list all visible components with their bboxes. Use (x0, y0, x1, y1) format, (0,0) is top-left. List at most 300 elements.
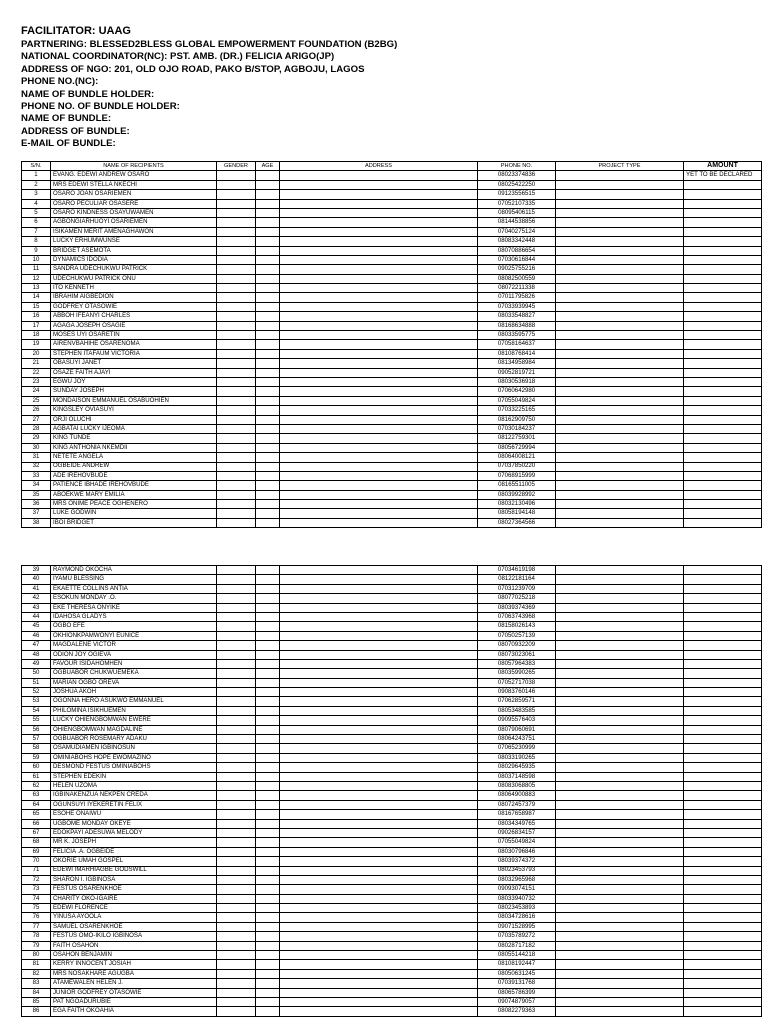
row-phone: 08033548827 (478, 312, 556, 321)
row-sn: 17 (22, 321, 51, 330)
row-amount (684, 603, 762, 612)
row-amount (684, 396, 762, 405)
table-row (22, 500, 762, 509)
table-row (22, 951, 762, 960)
row-project-type (556, 180, 684, 189)
row-project-type (556, 612, 684, 621)
table-row (22, 518, 762, 527)
row-sn: 29 (22, 434, 51, 443)
row-project-type (556, 706, 684, 715)
row-phone: 09123556515 (478, 190, 556, 199)
row-project-type (556, 979, 684, 988)
row-age (256, 302, 280, 311)
bundle-address-line: ADDRESS OF BUNDLE: (21, 125, 130, 137)
row-name: EDOKPAYI ADESUWA MELODY (51, 828, 217, 837)
row-name: KING ANTHONIA NKEMDII (51, 443, 217, 452)
row-phone: 07033939945 (478, 302, 556, 311)
row-sn: 84 (22, 988, 51, 997)
row-phone: 07068915999 (478, 471, 556, 480)
row-amount (684, 199, 762, 208)
row-phone: 08039928992 (478, 490, 556, 499)
row-address (280, 443, 478, 452)
row-age (256, 988, 280, 997)
row-phone: 09052819721 (478, 368, 556, 377)
row-address (280, 199, 478, 208)
table-row (22, 190, 762, 199)
row-phone: 08056729994 (478, 443, 556, 452)
row-address (280, 772, 478, 781)
row-project-type (556, 904, 684, 913)
row-name: KING TUNDE (51, 434, 217, 443)
row-address (280, 171, 478, 180)
row-phone: 07031239709 (478, 584, 556, 593)
row-phone: 08073023061 (478, 650, 556, 659)
row-phone: 07052107335 (478, 199, 556, 208)
row-phone: 08027364566 (478, 518, 556, 527)
row-phone: 08077025218 (478, 594, 556, 603)
table-row (22, 622, 762, 631)
row-sn: 30 (22, 443, 51, 452)
row-name: ITO KENNETH (51, 284, 217, 293)
row-project-type (556, 518, 684, 527)
table-row (22, 706, 762, 715)
row-name: OSAZE FAITH AJAYI (51, 368, 217, 377)
row-gender (217, 631, 256, 640)
row-amount (684, 471, 762, 480)
row-age (256, 434, 280, 443)
row-sn: 38 (22, 518, 51, 527)
row-age (256, 349, 280, 358)
row-name: IBOI BRIDGET (51, 518, 217, 527)
row-phone: 09074879057 (478, 997, 556, 1006)
row-project-type (556, 781, 684, 790)
row-phone: 08025422250 (478, 180, 556, 189)
row-project-type (556, 584, 684, 593)
row-address (280, 208, 478, 217)
row-name: ATAMEWALEN HELEN J. (51, 979, 217, 988)
row-address (280, 716, 478, 725)
row-gender (217, 819, 256, 828)
row-amount: YET TO BE DECLARED (684, 171, 762, 180)
row-name: EKE THERESA ONYIKE (51, 603, 217, 612)
table-row (22, 659, 762, 668)
row-amount (684, 518, 762, 527)
row-age (256, 340, 280, 349)
row-address (280, 218, 478, 227)
row-gender (217, 387, 256, 396)
row-amount (684, 218, 762, 227)
table-row (22, 481, 762, 490)
row-phone: 07037850220 (478, 462, 556, 471)
row-age (256, 904, 280, 913)
row-sn: 7 (22, 227, 51, 236)
row-amount (684, 208, 762, 217)
row-sn: 68 (22, 838, 51, 847)
row-name: DESMOND FESTUS OMINIABOHS (51, 763, 217, 772)
row-gender (217, 434, 256, 443)
row-sn: 47 (22, 641, 51, 650)
row-sn: 80 (22, 951, 51, 960)
row-amount (684, 791, 762, 800)
row-amount (684, 979, 762, 988)
table-row (22, 566, 762, 575)
row-gender (217, 406, 256, 415)
row-address (280, 387, 478, 396)
row-sn: 27 (22, 415, 51, 424)
row-address (280, 406, 478, 415)
row-address (280, 650, 478, 659)
row-amount (684, 650, 762, 659)
row-sn: 59 (22, 753, 51, 762)
row-name: FESTUS OMO-IKILO IGBINOSA (51, 932, 217, 941)
row-name: RAYMOND OKOCHA (51, 566, 217, 575)
row-age (256, 791, 280, 800)
row-name: STEPHEN EDEKIN (51, 772, 217, 781)
row-gender (217, 218, 256, 227)
row-gender (217, 227, 256, 236)
row-project-type (556, 772, 684, 781)
row-gender (217, 800, 256, 809)
row-project-type (556, 265, 684, 274)
row-sn: 26 (22, 406, 51, 415)
table-row (22, 302, 762, 311)
row-phone: 08122181164 (478, 575, 556, 584)
row-name: ORJI OLUCHI (51, 415, 217, 424)
row-phone: 08030536918 (478, 377, 556, 386)
row-sn: 10 (22, 255, 51, 264)
row-project-type (556, 678, 684, 687)
row-address (280, 612, 478, 621)
row-project-type (556, 246, 684, 255)
row-amount (684, 406, 762, 415)
row-name: OGONNA HERO ASUKWO EMMANUEL (51, 697, 217, 706)
row-sn: 65 (22, 810, 51, 819)
row-name: UGBOME MONDAY OKEYE (51, 819, 217, 828)
row-age (256, 763, 280, 772)
row-project-type (556, 208, 684, 217)
row-project-type (556, 312, 684, 321)
table-row (22, 969, 762, 978)
row-gender (217, 462, 256, 471)
row-amount (684, 349, 762, 358)
row-phone: 08039374372 (478, 857, 556, 866)
row-age (256, 781, 280, 790)
row-phone: 08032130496 (478, 500, 556, 509)
row-amount (684, 246, 762, 255)
row-phone: 08144538856 (478, 218, 556, 227)
row-age (256, 481, 280, 490)
row-name: OGBUABOR CHUKWUEMEKA (51, 669, 217, 678)
row-age (256, 190, 280, 199)
row-address (280, 960, 478, 969)
row-amount (684, 284, 762, 293)
row-phone: 08055144218 (478, 951, 556, 960)
row-gender (217, 641, 256, 650)
row-address (280, 941, 478, 950)
table-row (22, 406, 762, 415)
row-name: LUCKY OHIENGBOMWAN EWERE (51, 716, 217, 725)
row-project-type (556, 1007, 684, 1016)
table-row (22, 875, 762, 884)
row-sn: 46 (22, 631, 51, 640)
table-row (22, 725, 762, 734)
table-row (22, 434, 762, 443)
row-name: MRS ONIME PEACE OGHENERO (51, 500, 217, 509)
row-sn: 81 (22, 960, 51, 969)
row-age (256, 171, 280, 180)
row-name: HELEN UZOMA (51, 781, 217, 790)
row-gender (217, 199, 256, 208)
row-project-type (556, 753, 684, 762)
col-age: AGE (256, 162, 280, 171)
row-sn: 86 (22, 1007, 51, 1016)
row-age (256, 913, 280, 922)
row-project-type (556, 255, 684, 264)
row-amount (684, 847, 762, 856)
row-project-type (556, 669, 684, 678)
row-address (280, 255, 478, 264)
row-age (256, 875, 280, 884)
table-row (22, 274, 762, 283)
row-project-type (556, 716, 684, 725)
row-project-type (556, 791, 684, 800)
row-amount (684, 237, 762, 246)
row-phone: 08167658987 (478, 810, 556, 819)
table-row (22, 641, 762, 650)
row-address (280, 904, 478, 913)
row-name: MARIAN OGBO OREVA (51, 678, 217, 687)
row-sn: 40 (22, 575, 51, 584)
row-project-type (556, 199, 684, 208)
table-row (22, 368, 762, 377)
table-row (22, 857, 762, 866)
table-row (22, 415, 762, 424)
row-age (256, 453, 280, 462)
row-gender (217, 659, 256, 668)
row-name: MOSES UYI OSARETIN (51, 331, 217, 340)
row-address (280, 894, 478, 903)
row-gender (217, 744, 256, 753)
row-phone: 09071528995 (478, 922, 556, 931)
col-amount: AMOUNT (684, 162, 762, 171)
bundle-name-line: NAME OF BUNDLE: (21, 113, 112, 125)
row-amount (684, 481, 762, 490)
table-row (22, 246, 762, 255)
row-gender (217, 237, 256, 246)
table-row (22, 603, 762, 612)
row-project-type (556, 631, 684, 640)
row-age (256, 622, 280, 631)
row-gender (217, 265, 256, 274)
row-phone: 08165511005 (478, 481, 556, 490)
row-project-type (556, 659, 684, 668)
row-phone: 08082279363 (478, 1007, 556, 1016)
row-address (280, 791, 478, 800)
row-project-type (556, 462, 684, 471)
row-sn: 67 (22, 828, 51, 837)
row-address (280, 622, 478, 631)
row-gender (217, 781, 256, 790)
row-amount (684, 274, 762, 283)
row-phone: 08082500559 (478, 274, 556, 283)
row-address (280, 500, 478, 509)
row-amount (684, 969, 762, 978)
table-row (22, 208, 762, 217)
table-row (22, 697, 762, 706)
row-project-type (556, 941, 684, 950)
row-sn: 39 (22, 566, 51, 575)
row-project-type (556, 566, 684, 575)
row-project-type (556, 237, 684, 246)
row-amount (684, 960, 762, 969)
row-address (280, 490, 478, 499)
row-address (280, 584, 478, 593)
row-gender (217, 500, 256, 509)
table-row (22, 471, 762, 480)
row-project-type (556, 377, 684, 386)
row-sn: 62 (22, 781, 51, 790)
table-row (22, 1007, 762, 1016)
row-project-type (556, 406, 684, 415)
row-amount (684, 1007, 762, 1016)
table-row (22, 171, 762, 180)
table-row (22, 575, 762, 584)
row-project-type (556, 932, 684, 941)
row-address (280, 340, 478, 349)
row-project-type (556, 838, 684, 847)
row-name: ESOHE ONAIWU (51, 810, 217, 819)
row-sn: 18 (22, 331, 51, 340)
partnering-line: PARTNERING: BLESSED2BLESS GLOBAL EMPOWERMENT FOUNDATION (B2BG) (21, 39, 398, 50)
row-name: OSARO PECULIAR OSASERE (51, 199, 217, 208)
row-gender (217, 171, 256, 180)
row-project-type (556, 969, 684, 978)
row-sn: 45 (22, 622, 51, 631)
row-phone: 08033595775 (478, 331, 556, 340)
row-project-type (556, 988, 684, 997)
row-gender (217, 566, 256, 575)
row-sn: 31 (22, 453, 51, 462)
row-sn: 2 (22, 180, 51, 189)
row-age (256, 415, 280, 424)
col-name: NAME OF RECIPIENTS (51, 162, 217, 171)
row-age (256, 180, 280, 189)
row-name: FAVOUR ISIDAHOMHEN (51, 659, 217, 668)
row-gender (217, 828, 256, 837)
row-phone: 08034349765 (478, 819, 556, 828)
row-project-type (556, 331, 684, 340)
row-name: ABBOH IFEANYI CHARLES (51, 312, 217, 321)
table-row (22, 265, 762, 274)
row-name: UDECHUKWU PATRICK ONU (51, 274, 217, 283)
row-name: ABOEKWE MARY EMILIA (51, 490, 217, 499)
row-project-type (556, 819, 684, 828)
row-gender (217, 331, 256, 340)
row-name: YINUSA AYOOLA (51, 913, 217, 922)
table-row (22, 904, 762, 913)
row-amount (684, 265, 762, 274)
row-phone: 07060642980 (478, 387, 556, 396)
row-amount (684, 866, 762, 875)
table-row (22, 988, 762, 997)
row-project-type (556, 847, 684, 856)
row-age (256, 612, 280, 621)
row-name: OSARO JOAN OSARIEMEN (51, 190, 217, 199)
row-age (256, 218, 280, 227)
table-row (22, 800, 762, 809)
row-phone: 08057964383 (478, 659, 556, 668)
row-gender (217, 490, 256, 499)
row-gender (217, 180, 256, 189)
row-name: OSARO KINDNESS OSAYUWAMEN (51, 208, 217, 217)
row-name: LUKE GODWIN (51, 509, 217, 518)
row-address (280, 857, 478, 866)
row-phone: 07050257139 (478, 631, 556, 640)
row-gender (217, 622, 256, 631)
recipients-body-2 (22, 566, 762, 1017)
row-amount (684, 612, 762, 621)
row-sn: 23 (22, 377, 51, 386)
row-age (256, 951, 280, 960)
row-project-type (556, 866, 684, 875)
row-gender (217, 688, 256, 697)
row-age (256, 490, 280, 499)
row-gender (217, 922, 256, 931)
row-amount (684, 340, 762, 349)
row-amount (684, 763, 762, 772)
row-age (256, 518, 280, 527)
table-row (22, 772, 762, 781)
row-gender (217, 274, 256, 283)
row-gender (217, 894, 256, 903)
row-age (256, 838, 280, 847)
row-amount (684, 321, 762, 330)
row-gender (217, 284, 256, 293)
row-name: EKAETTE COLLINS ANTIA (51, 584, 217, 593)
row-phone: 07030616844 (478, 255, 556, 264)
row-age (256, 706, 280, 715)
row-age (256, 697, 280, 706)
row-name: EDEWI IMARHIAGBE GODSWILL (51, 866, 217, 875)
table-row (22, 819, 762, 828)
row-phone: 08095406115 (478, 208, 556, 217)
row-address (280, 847, 478, 856)
row-gender (217, 396, 256, 405)
row-project-type (556, 274, 684, 283)
row-age (256, 237, 280, 246)
row-gender (217, 246, 256, 255)
row-phone: 08108768414 (478, 349, 556, 358)
row-amount (684, 659, 762, 668)
row-amount (684, 509, 762, 518)
row-gender (217, 377, 256, 386)
row-phone: 08108192447 (478, 960, 556, 969)
row-address (280, 688, 478, 697)
row-address (280, 753, 478, 762)
row-project-type (556, 922, 684, 931)
bundle-email-line: E-MAIL OF BUNDLE: (21, 138, 116, 150)
row-age (256, 227, 280, 236)
row-name: NETETE ANGELA (51, 453, 217, 462)
facilitator-line: FACILITATOR: UAAG (21, 25, 131, 37)
row-amount (684, 857, 762, 866)
row-project-type (556, 284, 684, 293)
row-gender (217, 791, 256, 800)
row-phone: 08023453793 (478, 866, 556, 875)
row-gender (217, 208, 256, 217)
row-name: OKHIONKPAMWONYI EUNICE (51, 631, 217, 640)
row-gender (217, 443, 256, 452)
